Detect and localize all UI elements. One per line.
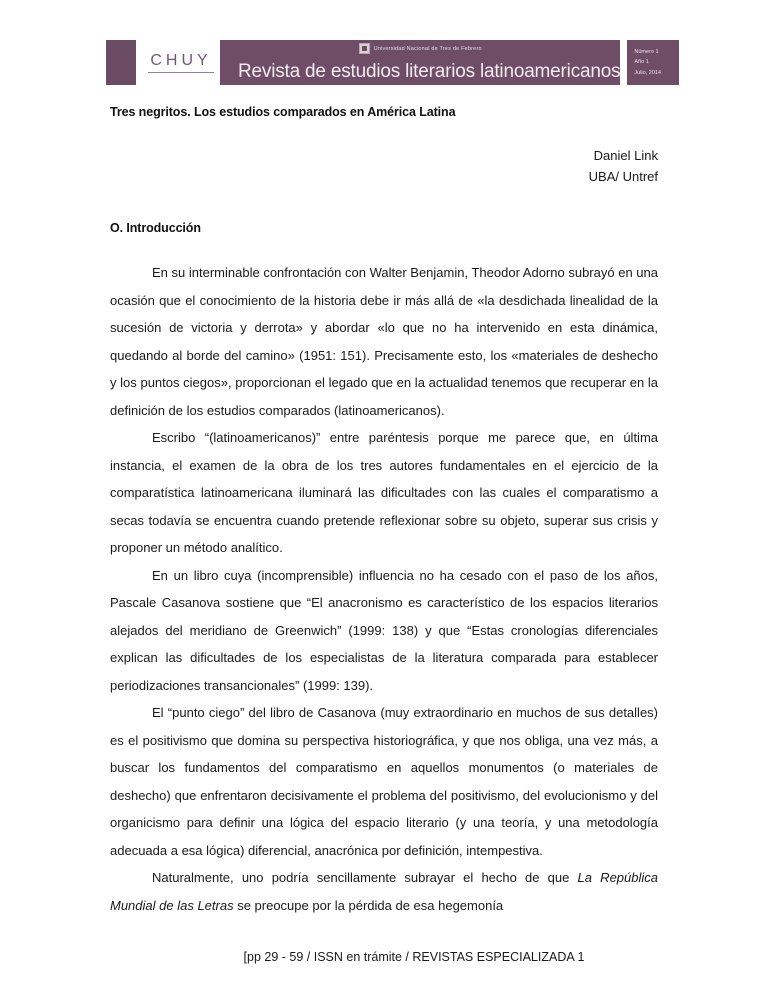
article-body xyxy=(110,104,658,919)
paragraph: En su interminable confrontación con Walter Benjamin, Theodor Adorno subrayó en una ocasión que el conocimiento de la historia debe ir más allá de «la desdichada linealidad de la sucesión de victoria y derrota» y abordar «lo que no ha intervenido en esta dinámica, quedando al borde del camino» (1951: 151). Precisamente esto, los «materiales de deshecho y los puntos ciegos», proporcionan el legado que en la actualidad tenemos que recuperar en la definición de los estudios comparados (latinoamericanos). xyxy=(110,265,658,418)
paragraph: En un libro cuya (incomprensible) influencia no ha cesado con el paso de los años, Pascale Casanova sostiene que “El anacronismo es característico de los espacios literarios alejados del meridiano de Greenwich” (1999: 138) y que “Estas cronologías diferenciales explican las dificultades de los especialistas de la literatura comparada para establecer periodizaciones transancionales” (1999: 139). xyxy=(110,567,658,693)
issue-date: Julio, 2014 xyxy=(634,69,662,76)
issue-info-box xyxy=(627,40,679,85)
brand-square-icon xyxy=(106,40,136,85)
byline xyxy=(110,145,658,187)
page-footer xyxy=(0,950,768,964)
journal-subtitle: Revista de estudios literarios latinoamericanos xyxy=(238,61,621,83)
brand-block xyxy=(106,40,220,85)
paragraph-with-book-title xyxy=(110,864,658,919)
journal-masthead xyxy=(106,40,662,85)
issue-year: Año 1 xyxy=(634,59,649,66)
paragraph-text-after-title: se preocupe por la pérdida de esa hegemonía xyxy=(233,897,504,913)
university-name: Universidad Nacional de Tres de Febrero xyxy=(373,45,482,52)
author-affiliation: UBA/ Untref xyxy=(588,169,658,185)
section-heading: O. Introducción xyxy=(110,221,201,236)
paragraph: Escribo “(latinoamericanos)” entre paréntesis porque me parece que, en última instancia, el examen de la obra de los tres autores fundamentales en el ejercicio de la comparatística latinoamericana iluminará las dificultades con las cuales el comparatismo a secas todavía se encuentra cuando pretende reflexionar sobre su objeto, superar sus crisis y proponer un método analítico. xyxy=(110,430,658,556)
university-logo-icon xyxy=(359,43,370,54)
author-name: Daniel Link xyxy=(593,148,658,164)
article-title: Tres negritos. Los estudios comparados en América Latina xyxy=(110,105,456,119)
university-credit xyxy=(220,43,620,54)
issue-number: Número 1 xyxy=(634,49,659,56)
journal-banner xyxy=(220,40,620,85)
journal-wordmark: CHUY xyxy=(148,52,213,73)
footer-citation-info: [pp 29 - 59 / ISSN en trámite / REVISTAS ESPECIALIZADA 1 xyxy=(243,950,585,964)
paragraph: El “punto ciego” del libro de Casanova (muy extraordinario en muchos de sus detalles) es el positivismo que domina su perspectiva historiográfica, y que nos obliga, una vez más, a buscar los fundamentos del comparatismo en aquellos monumentos (o materiales de deshecho) que enfrentaron decisivamente el problema del positivismo, del evolucionismo y del organicismo para definir una lógica del espacio literario (y una teoría, y una metodología adecuada a esa lógica) diferencial, anacrónica por definición, intempestiva. xyxy=(110,705,658,858)
paragraph-text-before-title: Naturalmente, uno podría sencillamente subrayar el hecho de que xyxy=(152,870,578,886)
book-title-italic: La República Mundial de las Letras xyxy=(110,870,658,913)
brand-wordmark-wrap xyxy=(136,52,220,73)
